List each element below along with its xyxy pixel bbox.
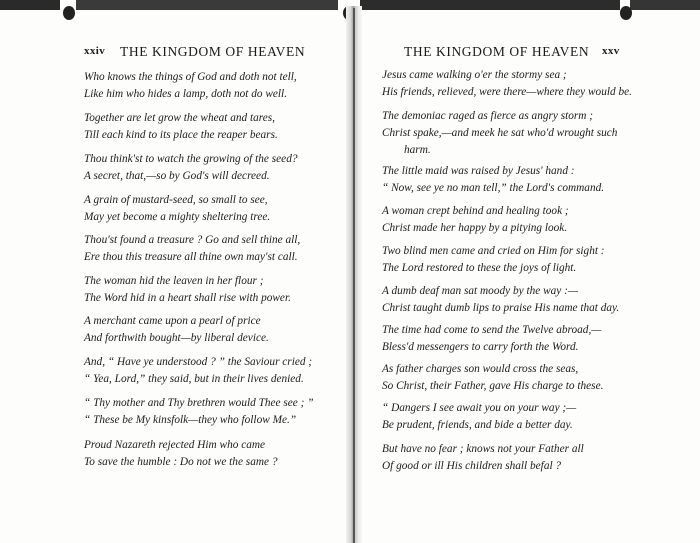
verse-line: His friends, relieved, were there—where they would be. xyxy=(382,86,632,98)
stanza xyxy=(382,203,569,237)
stanza xyxy=(382,108,617,159)
verse-line: Who knows the things of God and doth not tell, xyxy=(84,71,297,83)
verse-line: And, “ Have ye understood ? ” the Saviour cried ; xyxy=(84,356,313,368)
verse-line: Of good or ill His children shall befal ? xyxy=(382,460,562,472)
verse-line: “ Yea, Lord,” they said, but in their lives denied. xyxy=(84,373,304,385)
verse-line: Thou think'st to watch the growing of the seed? xyxy=(84,153,298,165)
stanza xyxy=(382,322,601,356)
verse-line: Bless'd messengers to carry forth the Word. xyxy=(382,341,579,353)
running-head-right xyxy=(362,44,700,64)
verse-line: Thou'st found a treasure ? Go and sell thine all, xyxy=(84,234,301,246)
verse-line: A dumb deaf man sat moody by the way :— xyxy=(382,285,578,297)
verse-line: Jesus came walking o'er the stormy sea ; xyxy=(382,69,567,81)
verse-line: A woman crept behind and healing took ; xyxy=(382,205,569,217)
stanza xyxy=(84,273,291,307)
verse-line: So Christ, their Father, gave His charge to these. xyxy=(382,380,604,392)
verse-line: Christ spake,—and meek he sat who'd wrought such xyxy=(382,127,618,139)
stanza xyxy=(84,395,313,429)
page-number: xxv xyxy=(602,45,620,57)
stanza xyxy=(382,361,603,395)
stanza xyxy=(84,437,278,471)
stanza xyxy=(382,441,584,475)
stanza xyxy=(84,69,297,103)
verse-line: A merchant came upon a pearl of price xyxy=(84,315,261,327)
verse-line: harm. xyxy=(404,144,431,156)
verse-line: A secret, that,—so by God's will decreed. xyxy=(84,170,270,182)
verse-line: The little maid was raised by Jesus' hand : xyxy=(382,165,575,177)
verse-line: But have no fear ; knows not your Father all xyxy=(382,443,584,455)
stanza xyxy=(84,110,278,144)
verse-line: To save the humble : Do not we the same ? xyxy=(84,456,278,468)
verse-line: Two blind men came and cried on Him for sight : xyxy=(382,245,605,257)
verse-line: Proud Nazareth rejected Him who came xyxy=(84,439,266,451)
verse-line: As father charges son would cross the seas, xyxy=(382,363,579,375)
verse-line: Like him who hides a lamp, doth not do well. xyxy=(84,88,288,100)
stanza xyxy=(84,192,270,226)
verse-line: Till each kind to its place the reaper bears. xyxy=(84,129,278,141)
stanza xyxy=(84,354,312,388)
stanza xyxy=(84,151,298,185)
left-page xyxy=(0,0,346,543)
stanza xyxy=(382,67,632,101)
verse-line: May yet become a mighty sheltering tree. xyxy=(84,211,271,223)
page-number: xxiv xyxy=(84,45,106,57)
gutter-shadow xyxy=(353,8,355,543)
verse-line: Christ taught dumb lips to praise His name that day. xyxy=(382,302,620,314)
running-head-left xyxy=(0,44,346,64)
verse-line: Christ made her happy by a pitying look. xyxy=(382,222,568,234)
verse-line: Ere thou this treasure all thine own may'st call. xyxy=(84,251,298,263)
verse-line: “ These be My kinsfolk—they who follow Me.” xyxy=(84,414,297,426)
stanza xyxy=(84,232,300,266)
running-title: THE KINGDOM OF HEAVEN xyxy=(404,44,590,59)
verse-line: The time had come to send the Twelve abroad,— xyxy=(382,324,602,336)
verse-line: A grain of mustard-seed, so small to see, xyxy=(84,194,268,206)
verse-line: “ Dangers I see await you on your way ;— xyxy=(382,402,577,414)
verse-line: “ Thy mother and Thy brethren would Thee see ; ” xyxy=(84,397,314,409)
verse-line: Together are let grow the wheat and tares, xyxy=(84,112,275,124)
stanza xyxy=(382,283,619,317)
running-title: THE KINGDOM OF HEAVEN xyxy=(120,44,306,59)
stanza xyxy=(84,313,269,347)
verse-line: “ Now, see ye no man tell,” the Lord's command. xyxy=(382,182,605,194)
stanza xyxy=(382,243,605,277)
verse-line: The Lord restored to these the joys of light. xyxy=(382,262,577,274)
stanza xyxy=(382,163,604,197)
verse-line: Be prudent, friends, and bide a better day. xyxy=(382,419,573,431)
verse-line: The demoniac raged as fierce as angry storm ; xyxy=(382,110,594,122)
stanza xyxy=(382,400,576,434)
verse-line: The Word hid in a heart shall rise with power. xyxy=(84,292,291,304)
verse-line: The woman hid the leaven in her flour ; xyxy=(84,275,264,287)
right-page xyxy=(362,0,700,543)
verse-line: And forthwith bought—by liberal device. xyxy=(84,332,269,344)
